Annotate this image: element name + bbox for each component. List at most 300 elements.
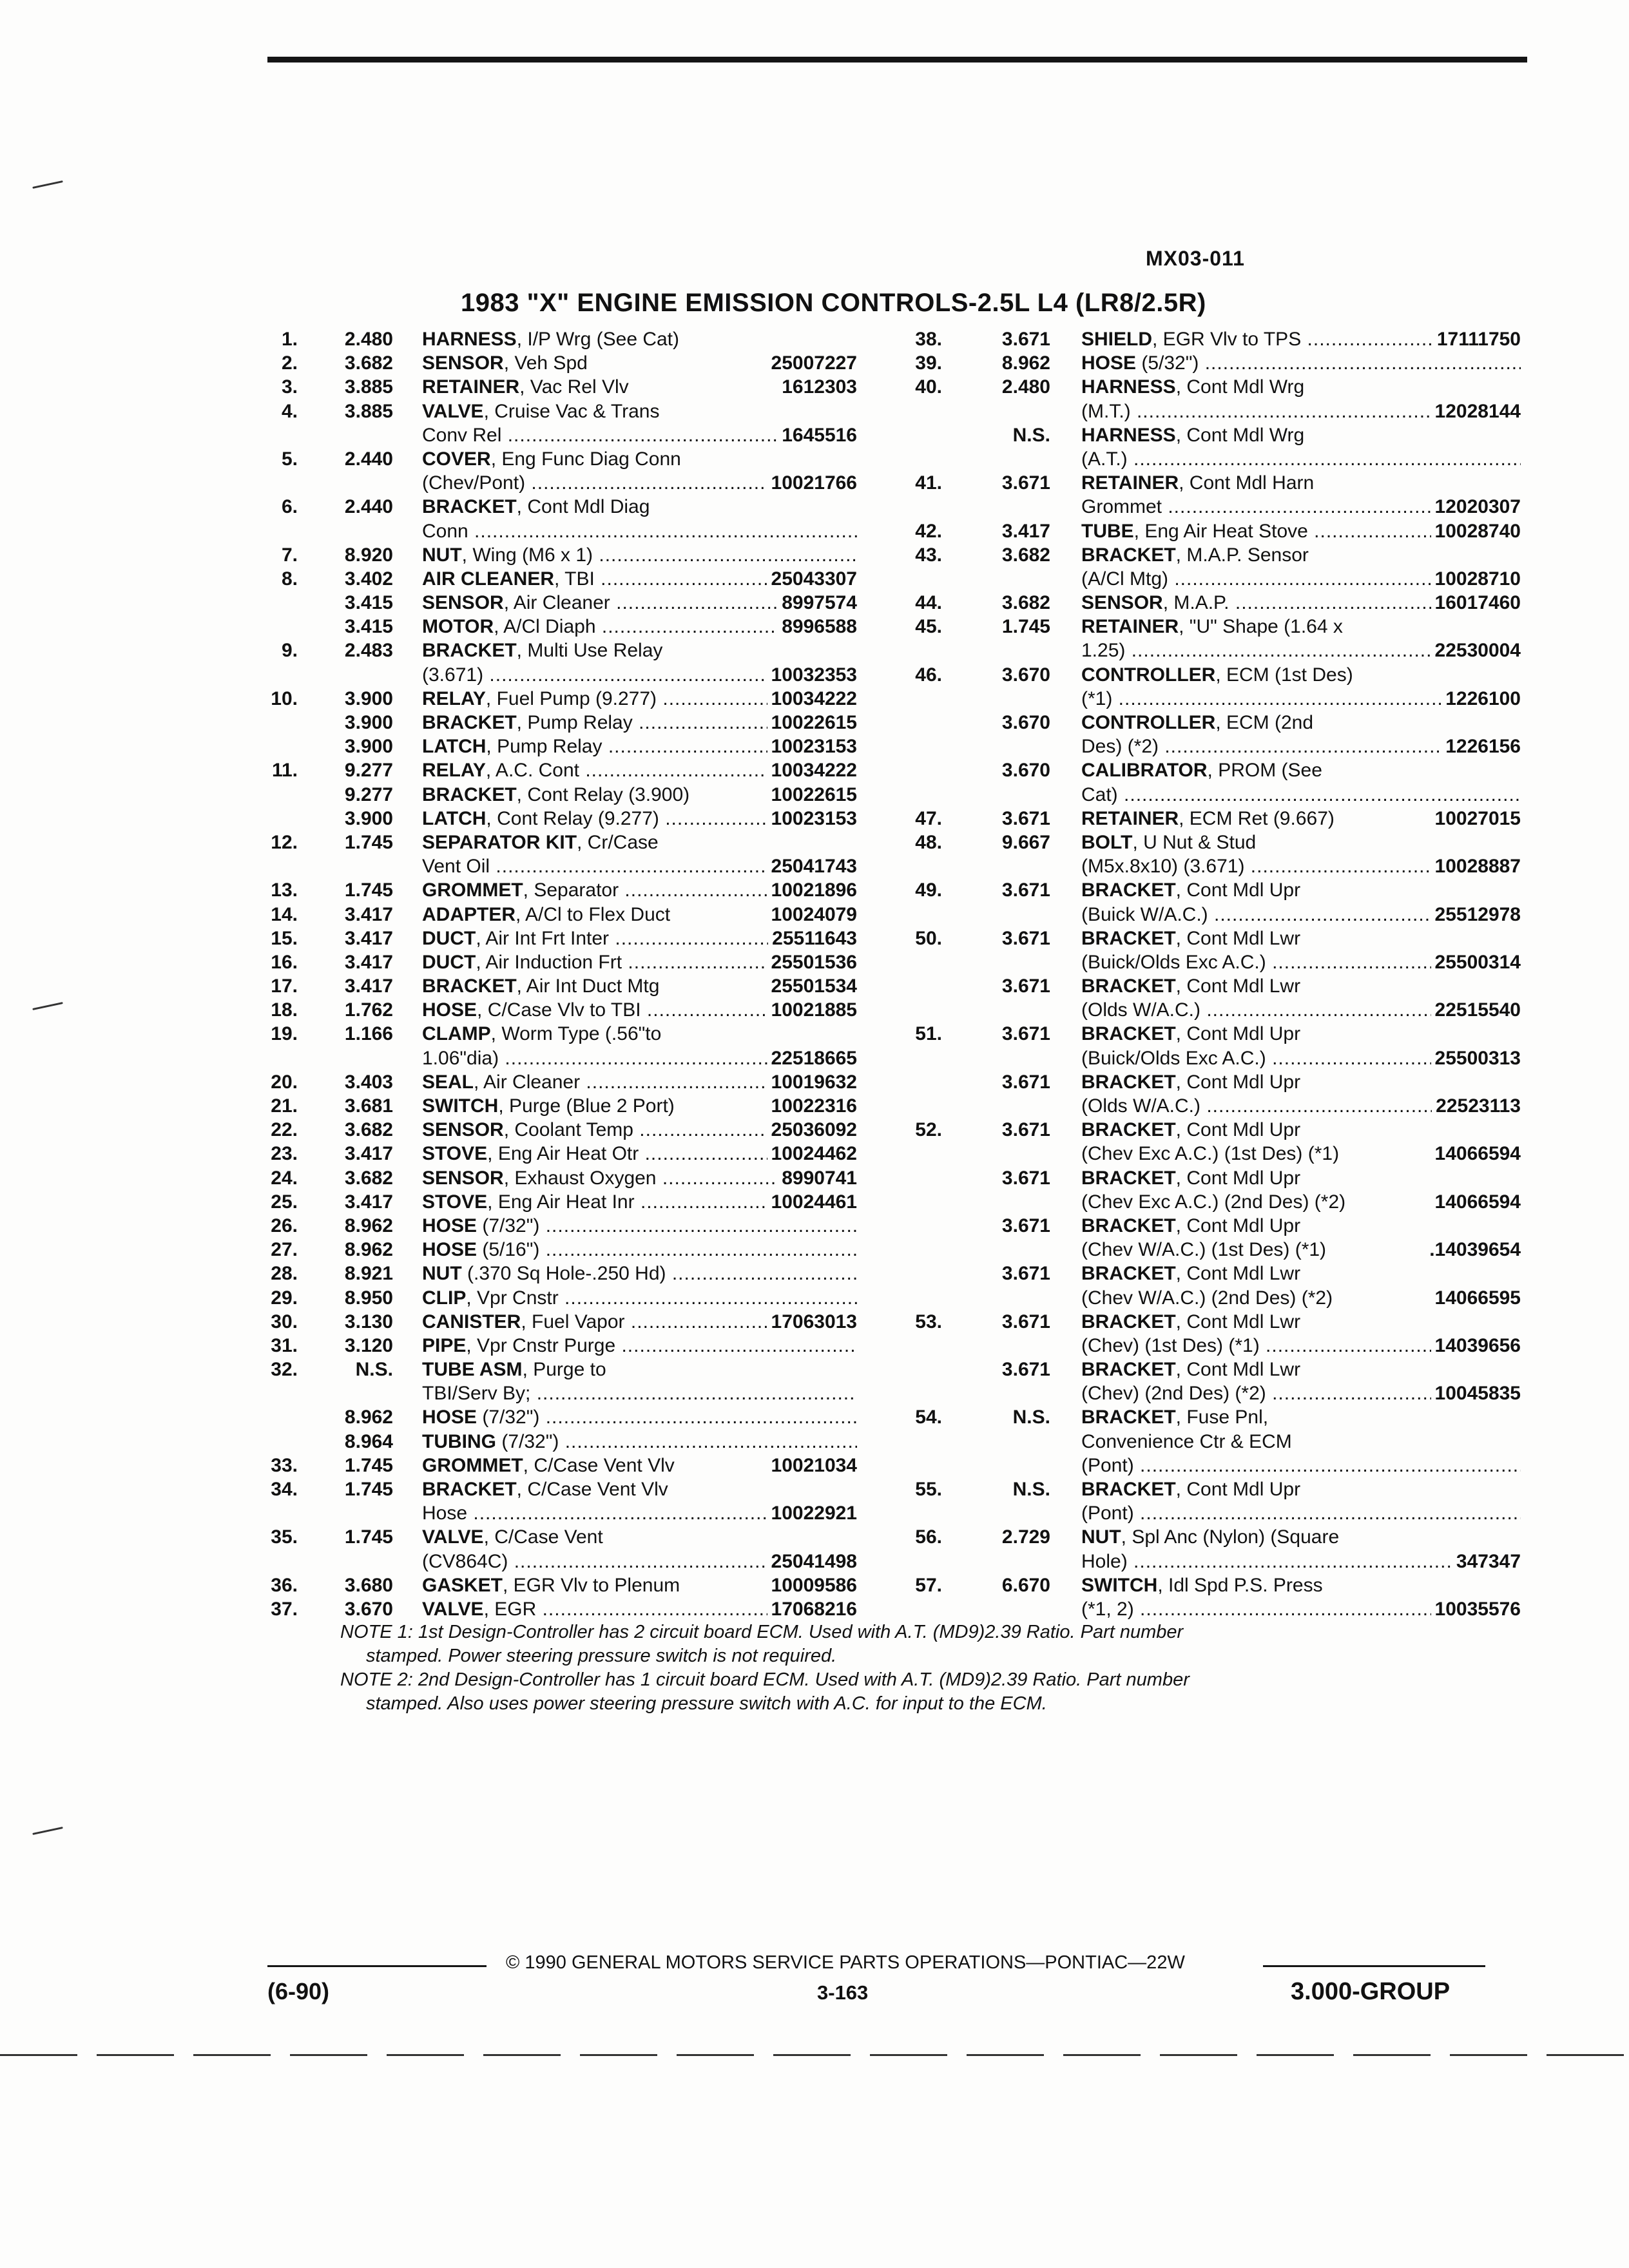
part-description: [1081, 663, 1521, 687]
part-name: RELAY: [422, 687, 486, 709]
part-description: [422, 567, 857, 591]
parts-row: [902, 927, 1521, 950]
part-detail: , Vac Rel Vlv: [519, 376, 629, 398]
item-number: 24.: [271, 1167, 298, 1189]
part-detail: , Air Cleaner .....: [474, 1072, 857, 1093]
group-number: 3.671: [1001, 329, 1050, 350]
part-detail: , Cont Mdl Wrg: [1175, 424, 1305, 446]
part-description: [1081, 1334, 1521, 1358]
part-description: [422, 783, 857, 807]
part-name: RETAINER: [422, 376, 520, 398]
part-description: [1081, 1310, 1521, 1334]
part-name: BRACKET: [1081, 1407, 1176, 1428]
part-name: VALVE: [422, 1526, 484, 1548]
parts-row: [902, 758, 1521, 782]
parts-row: [902, 663, 1521, 687]
part-description: [1081, 1525, 1521, 1549]
part-name: NUT: [422, 1263, 462, 1285]
part-number: 1226156: [1441, 735, 1521, 758]
part-description: [1081, 1094, 1521, 1118]
part-name: BOLT: [1081, 831, 1133, 853]
part-detail: Hose .....: [422, 1503, 857, 1524]
item-number: 9.: [281, 640, 298, 662]
margin-mark: [32, 1827, 63, 1835]
part-detail: (M5x.8x10) (3.671) .....: [1081, 856, 1521, 877]
group-number: 3.417: [344, 927, 393, 949]
part-number: 10035576: [1431, 1597, 1521, 1621]
part-description: [1081, 543, 1521, 567]
parts-row: [902, 1573, 1521, 1597]
part-detail: , EGR Vlv to Plenum: [503, 1574, 680, 1596]
parts-row: [258, 423, 857, 447]
item-number: 25.: [271, 1191, 298, 1213]
item-number: 51.: [915, 1023, 942, 1045]
part-detail: , Purge (Blue 2 Port): [498, 1095, 675, 1117]
part-description: [1081, 1166, 1521, 1190]
part-detail: , I/P Wrg (See Cat): [516, 329, 680, 350]
part-name: SENSOR: [422, 1119, 504, 1141]
part-detail: , Eng Air Heat Otr .....: [487, 1143, 857, 1164]
part-detail: , Cont Mdl Diag: [516, 496, 650, 518]
part-description: [1081, 1238, 1521, 1262]
parts-row: [902, 1550, 1521, 1573]
parts-row: [902, 543, 1521, 567]
parts-list-right: [902, 327, 1521, 1621]
parts-row: [902, 1501, 1521, 1525]
group-number: 3.671: [1001, 1119, 1050, 1141]
part-name: BRACKET: [1081, 975, 1176, 997]
part-description: [422, 1405, 857, 1429]
part-detail: , Multi Use Relay: [516, 640, 663, 662]
part-detail: (CV864C) .....: [422, 1551, 857, 1572]
group-number: 3.671: [1001, 1071, 1050, 1093]
item-number: 15.: [271, 927, 298, 949]
group-number: 1.745: [1001, 616, 1050, 638]
part-number: 25007227: [767, 351, 857, 375]
part-name: BRACKET: [1081, 1119, 1176, 1141]
part-detail: , Cruise Vac & Trans: [483, 400, 660, 422]
part-detail: TBI/Serv By; .....: [422, 1383, 857, 1404]
item-number: 42.: [915, 520, 942, 542]
parts-row: [902, 1477, 1521, 1501]
group-number: 3.417: [344, 903, 393, 925]
part-detail: , Cont Mdl Wrg: [1175, 376, 1305, 398]
part-number: 8990741: [778, 1166, 857, 1190]
parts-row: [258, 1597, 857, 1621]
part-description: [1081, 974, 1521, 998]
parts-row: [902, 711, 1521, 735]
part-number: 10027015: [1431, 807, 1521, 831]
part-description: [422, 1550, 857, 1573]
parts-row: [902, 998, 1521, 1022]
group-number: 3.885: [344, 376, 393, 398]
part-description: [1081, 998, 1521, 1022]
parts-row: [902, 1070, 1521, 1094]
part-name: SENSOR: [422, 1167, 504, 1189]
part-name: RELAY: [422, 760, 486, 782]
parts-row: [902, 639, 1521, 662]
part-number: 25036092: [767, 1118, 857, 1142]
part-description: [1081, 807, 1521, 831]
part-name: BRACKET: [1081, 1311, 1176, 1332]
part-number: 10024461: [767, 1190, 857, 1214]
part-detail: , Eng Air Heat Stove .....: [1134, 521, 1521, 542]
part-detail: Conv Rel .....: [422, 425, 857, 446]
part-description: [1081, 567, 1521, 591]
part-name: HARNESS: [1081, 424, 1176, 446]
part-detail: , Pump Relay .....: [486, 736, 857, 757]
part-description: [422, 687, 857, 711]
part-name: CALIBRATOR: [1081, 760, 1208, 782]
part-description: [1081, 327, 1521, 351]
parts-row: [258, 1381, 857, 1405]
part-number: 22523113: [1432, 1094, 1521, 1118]
parts-row: [902, 447, 1521, 471]
part-number: 10028887: [1431, 854, 1521, 878]
parts-row: [258, 351, 857, 375]
part-name: BRACKET: [1081, 544, 1176, 566]
item-number: 17.: [271, 975, 298, 997]
parts-row: [902, 1046, 1521, 1070]
part-name: HOSE: [422, 999, 477, 1021]
part-name: TUBE ASM: [422, 1359, 523, 1381]
group-number: 8.920: [344, 544, 393, 566]
part-name: BRACKET: [422, 640, 517, 662]
parts-row: [258, 327, 857, 351]
parts-row: [258, 1046, 857, 1070]
part-number: 8997574: [778, 591, 857, 615]
part-description: [422, 1381, 857, 1405]
item-number: 46.: [915, 664, 942, 686]
item-number: 4.: [281, 400, 298, 422]
part-description: [422, 519, 857, 543]
item-number: 22.: [271, 1119, 298, 1141]
group-number: 3.671: [1001, 1311, 1050, 1332]
part-name: COVER: [422, 448, 491, 470]
part-description: [422, 1022, 857, 1046]
part-number: 25501536: [767, 950, 857, 974]
part-detail: , U Nut & Stud: [1132, 831, 1257, 853]
group-number: 3.403: [344, 1071, 393, 1093]
item-number: 27.: [271, 1239, 298, 1261]
item-number: 29.: [271, 1287, 298, 1309]
item-number: 28.: [271, 1263, 298, 1285]
margin-mark: [32, 1002, 63, 1010]
part-description: [1081, 950, 1521, 974]
part-number: 17111750: [1433, 327, 1521, 351]
part-description: [1081, 423, 1521, 447]
item-number: 16.: [271, 951, 298, 973]
part-number: 8996588: [778, 615, 857, 639]
part-detail: Conn .....: [422, 521, 857, 542]
part-name: SWITCH: [1081, 1574, 1158, 1596]
part-name: PIPE: [422, 1334, 467, 1356]
part-name: BRACKET: [422, 975, 517, 997]
group-number: 3.900: [344, 712, 393, 733]
group-number: 3.671: [1001, 1263, 1050, 1285]
group-number: 3.671: [1001, 1215, 1050, 1236]
parts-row: [258, 1310, 857, 1334]
item-number: 39.: [915, 352, 942, 374]
part-description: [422, 1430, 857, 1454]
part-description: [1081, 471, 1521, 495]
group-number: 3.671: [1001, 1359, 1050, 1381]
group-number: 1.745: [344, 1526, 393, 1548]
item-number: 56.: [915, 1526, 942, 1548]
group-number: 3.671: [1001, 472, 1050, 494]
part-number: 25041498: [767, 1550, 857, 1573]
item-number: 53.: [915, 1311, 942, 1332]
group-number: 2.440: [344, 448, 393, 470]
group-number: 2.440: [344, 496, 393, 518]
part-detail: (Chev Exc A.C.) (1st Des) (*1): [1081, 1143, 1340, 1165]
part-description: [422, 1286, 857, 1310]
part-name: CLIP: [422, 1287, 467, 1309]
item-number: 40.: [915, 376, 942, 398]
part-name: CANISTER: [422, 1311, 521, 1332]
part-description: [422, 615, 857, 639]
item-number: 20.: [271, 1071, 298, 1093]
item-number: 33.: [271, 1454, 298, 1476]
part-name: SWITCH: [422, 1095, 499, 1117]
item-number: 3.: [281, 376, 298, 398]
group-number: 3.682: [1001, 544, 1050, 566]
part-number: 25511643: [768, 927, 857, 950]
group-number: 1.745: [344, 831, 393, 853]
parts-row: [902, 1214, 1521, 1238]
part-name: MOTOR: [422, 616, 494, 638]
part-detail: , Vpr Cnstr Purge .....: [466, 1335, 857, 1356]
part-detail: (Chev W/A.C.) (2nd Des) (*2): [1081, 1287, 1333, 1309]
group-number: 3.670: [1001, 760, 1050, 782]
parts-row: [258, 1405, 857, 1429]
part-number: 25501534: [767, 974, 857, 998]
item-number: 13.: [271, 879, 298, 901]
part-detail: , A.C. Cont .....: [486, 760, 857, 781]
part-detail: , EGR Vlv to TPS .....: [1152, 329, 1521, 350]
parts-row: [902, 1094, 1521, 1118]
group-number: 8.950: [344, 1287, 393, 1309]
group-number: 9.277: [344, 783, 393, 805]
parts-row: [258, 998, 857, 1022]
item-number: 30.: [271, 1311, 298, 1332]
group-number: 3.417: [344, 975, 393, 997]
parts-row: [258, 758, 857, 782]
part-name: RETAINER: [1081, 472, 1179, 494]
notes: [340, 1620, 1487, 1716]
part-description: [1081, 519, 1521, 543]
part-description: [422, 735, 857, 758]
parts-row: [902, 351, 1521, 375]
part-description: [1081, 711, 1521, 735]
part-detail: (M.T.) .....: [1081, 401, 1521, 422]
item-number: 34.: [271, 1479, 298, 1500]
group-number: 3.671: [1001, 1167, 1050, 1189]
item-number: 36.: [271, 1574, 298, 1596]
part-description: [422, 591, 857, 615]
parts-row: [258, 1525, 857, 1549]
item-number: 2.: [281, 352, 298, 374]
part-detail: , Cont Mdl Upr: [1175, 1119, 1301, 1141]
part-description: [422, 1190, 857, 1214]
item-number: 45.: [915, 616, 942, 638]
part-description: [1081, 903, 1521, 927]
part-name: ADAPTER: [422, 903, 516, 925]
part-description: [422, 878, 857, 902]
part-number: 25041743: [767, 854, 857, 878]
parts-row: [258, 903, 857, 927]
note-2-line-2: stamped. Also uses power steering pressure switch with A.C. for input to the ECM.: [366, 1693, 1047, 1714]
part-number: 25500314: [1431, 950, 1521, 974]
group-number: 3.900: [344, 736, 393, 758]
part-detail: , Cont Mdl Harn: [1179, 472, 1315, 494]
item-number: 52.: [915, 1119, 942, 1141]
part-number: 22530004: [1431, 639, 1521, 662]
part-description: [1081, 495, 1521, 519]
parts-row: [902, 950, 1521, 974]
parts-row: [258, 878, 857, 902]
group-number: 3.670: [344, 1598, 393, 1620]
part-detail: , Eng Air Heat Inr .....: [487, 1191, 857, 1213]
part-number: 10022615: [767, 783, 857, 807]
part-detail: , Veh Spd: [503, 352, 588, 374]
parts-row: [902, 1190, 1521, 1214]
note-1-line-1: NOTE 1: 1st Design-Controller has 2 circuit board ECM. Used with A.T. (MD9)2.39 Ratio. Part number: [340, 1622, 1184, 1642]
group-number: 3.682: [344, 352, 393, 374]
part-detail: (Chev Exc A.C.) (2nd Des) (*2): [1081, 1191, 1346, 1213]
group-number: 3.130: [344, 1311, 393, 1332]
part-number: 1612303: [778, 375, 857, 399]
group-number: 3.415: [344, 616, 393, 638]
part-description: [1081, 1190, 1521, 1214]
part-description: [1081, 399, 1521, 423]
part-description: [422, 807, 857, 831]
item-number: 1.: [281, 329, 298, 350]
parts-list-left: [258, 327, 857, 1621]
group-number: 1.745: [344, 879, 393, 901]
item-number: 48.: [915, 831, 942, 853]
part-detail: (*1, 2) .....: [1081, 1599, 1521, 1620]
parts-row: [902, 1286, 1521, 1310]
part-detail: (Chev) (2nd Des) (*2) .....: [1081, 1383, 1521, 1404]
parts-row: [258, 1094, 857, 1118]
parts-row: [902, 423, 1521, 447]
part-detail: , Cont Mdl Lwr: [1175, 1311, 1301, 1332]
group-number: 3.671: [1001, 879, 1050, 901]
part-description: [1081, 687, 1521, 711]
part-number: 17068216: [767, 1597, 857, 1621]
part-detail: , Air Int Duct Mtg: [516, 975, 660, 997]
part-description: [422, 1262, 857, 1285]
part-description: [422, 1334, 857, 1358]
parts-row: [258, 950, 857, 974]
part-description: [422, 1214, 857, 1238]
part-detail: , Exhaust Oxygen .....: [504, 1168, 857, 1189]
group-number: 8.964: [344, 1430, 393, 1452]
part-name: GROMMET: [422, 1454, 523, 1476]
part-name: TUBING: [422, 1430, 496, 1452]
part-description: [422, 471, 857, 495]
item-number: 44.: [915, 592, 942, 614]
part-number: 10021766: [767, 471, 857, 495]
group-number: 3.682: [1001, 592, 1050, 614]
parts-row: [902, 1310, 1521, 1334]
part-description: [422, 423, 857, 447]
part-name: VALVE: [422, 1598, 484, 1620]
parts-row: [902, 567, 1521, 591]
group-number: 6.670: [1001, 1574, 1050, 1596]
parts-row: [258, 1070, 857, 1094]
part-name: HARNESS: [422, 329, 517, 350]
part-description: [1081, 878, 1521, 902]
part-description: [422, 854, 857, 878]
part-name: VALVE: [422, 400, 484, 422]
parts-row: [258, 1477, 857, 1501]
parts-row: [902, 1334, 1521, 1358]
part-description: [422, 1597, 857, 1621]
part-detail: , Eng Func Diag Conn: [490, 448, 681, 470]
part-name: GROMMET: [422, 879, 523, 901]
part-detail: (3.671) .....: [422, 664, 857, 686]
parts-row: [258, 591, 857, 615]
part-description: [1081, 1286, 1521, 1310]
group-number: 3.417: [344, 1143, 393, 1165]
part-name: RETAINER: [1081, 616, 1179, 638]
part-number: 10022615: [767, 711, 857, 735]
part-detail: , M.A.P. Sensor: [1175, 544, 1309, 566]
part-name: BRACKET: [1081, 1215, 1176, 1236]
part-description: [1081, 615, 1521, 639]
part-name: SEAL: [422, 1071, 474, 1093]
part-detail: , C/Case Vent: [483, 1526, 603, 1548]
part-name: BRACKET: [1081, 927, 1176, 949]
parts-row: [902, 1525, 1521, 1549]
part-number: 10021034: [767, 1454, 857, 1477]
part-name: HOSE: [422, 1215, 477, 1236]
parts-row: [902, 831, 1521, 854]
part-description: [422, 543, 857, 567]
part-number: 347347: [1452, 1550, 1521, 1573]
group-number: 8.962: [1001, 352, 1050, 374]
part-number: 10024079: [767, 903, 857, 927]
part-description: [1081, 1573, 1521, 1597]
part-description: [422, 1094, 857, 1118]
part-name: BRACKET: [422, 783, 517, 805]
part-number: 22515540: [1431, 998, 1521, 1022]
parts-row: [902, 878, 1521, 902]
part-detail: (.370 Sq Hole-.250 Hd) .....: [462, 1263, 857, 1284]
part-name: DUCT: [422, 927, 476, 949]
part-description: [422, 1501, 857, 1525]
group-number: 2.729: [1001, 1526, 1050, 1548]
part-detail: , Cont Relay (9.277) .....: [486, 808, 857, 829]
part-number: 10034222: [767, 758, 857, 782]
group-number: 1.745: [344, 1479, 393, 1500]
parts-row: [258, 1550, 857, 1573]
part-detail: , Cont Mdl Upr: [1175, 1023, 1301, 1045]
part-number: 10021896: [767, 878, 857, 902]
group-number: N.S.: [355, 1359, 393, 1381]
group-number: 1.166: [344, 1023, 393, 1045]
part-description: [1081, 831, 1521, 854]
part-detail: , Fuse Pnl,: [1175, 1407, 1269, 1428]
parts-row: [258, 447, 857, 471]
group-number: 3.671: [1001, 927, 1050, 949]
part-detail: (Buick/Olds Exc A.C.) .....: [1081, 952, 1521, 973]
parts-row: [258, 1430, 857, 1454]
item-number: 19.: [271, 1023, 298, 1045]
group-number: 3.900: [344, 807, 393, 829]
